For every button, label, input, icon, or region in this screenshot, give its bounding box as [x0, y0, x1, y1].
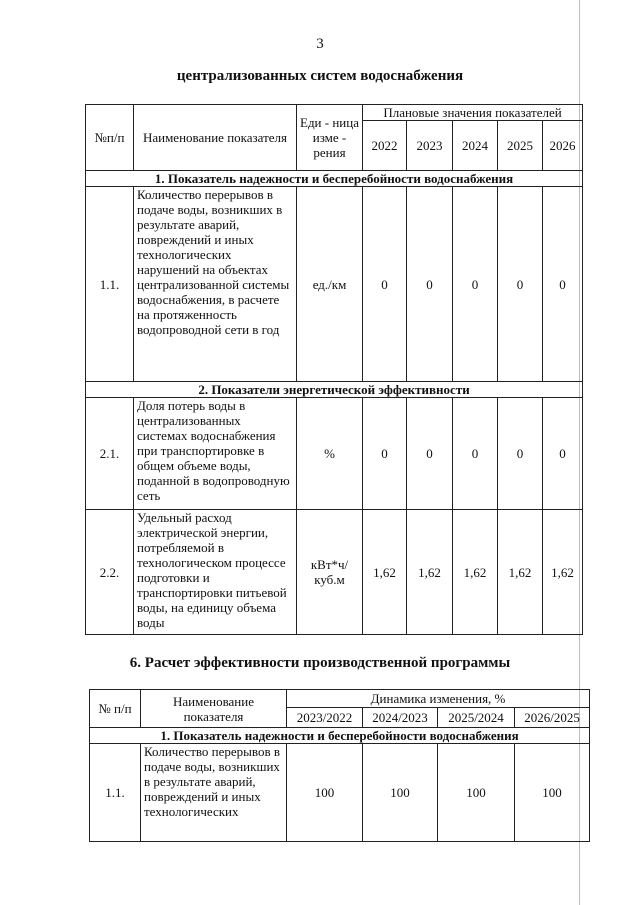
- header-year: 2022: [363, 121, 407, 171]
- row-value: 0: [498, 187, 543, 382]
- row-value: 0: [363, 187, 407, 382]
- header-period: 2023/2022: [287, 708, 363, 728]
- row-value: 1,62: [453, 510, 498, 635]
- row-value: 0: [407, 187, 453, 382]
- header-period: 2026/2025: [515, 708, 590, 728]
- section-row: 1. Показатель надежности и бесперебойности водоснабжения: [86, 171, 583, 187]
- row-value: 100: [438, 744, 515, 842]
- row-value: 1,62: [407, 510, 453, 635]
- header-year: 2026: [543, 121, 583, 171]
- row-unit: ед./км: [297, 187, 363, 382]
- row-value: 1,62: [363, 510, 407, 635]
- row-value: 100: [515, 744, 590, 842]
- header-num: № п/п: [90, 690, 141, 728]
- section-heading: 6. Расчет эффективности производственной программы: [129, 655, 511, 671]
- row-num: 1.1.: [86, 187, 134, 382]
- row-value: 0: [543, 187, 583, 382]
- row-name: Доля потерь воды в централизованных системах водоснабжения при транспортировке в общем объеме воды, поданной в водопроводную сеть: [134, 398, 297, 510]
- header-num: №п/п: [86, 105, 134, 171]
- row-num: 2.2.: [86, 510, 134, 635]
- header-period: 2025/2024: [438, 708, 515, 728]
- row-value: 1,62: [498, 510, 543, 635]
- header-year: 2024: [453, 121, 498, 171]
- row-num: 1.1.: [90, 744, 141, 842]
- row-value: 0: [543, 398, 583, 510]
- row-unit: %: [297, 398, 363, 510]
- efficiency-table: [89, 689, 590, 842]
- page-number: 3: [316, 36, 324, 52]
- header-name: Наименование показателя: [141, 690, 287, 728]
- indicators-table: [85, 104, 583, 635]
- header-name: Наименование показателя: [134, 105, 297, 171]
- header-year: 2025: [498, 121, 543, 171]
- row-value: 1,62: [543, 510, 583, 635]
- header-plan: Плановые значения показателей: [363, 105, 583, 121]
- header-period: 2024/2023: [363, 708, 438, 728]
- row-value: 0: [453, 187, 498, 382]
- section-row: 1. Показатель надежности и бесперебойности водоснабжения: [90, 728, 590, 744]
- section-row: 2. Показатели энергетической эффективности: [86, 382, 583, 398]
- row-value: 100: [287, 744, 363, 842]
- row-value: 0: [498, 398, 543, 510]
- row-name: Количество перерывов в подаче воды, возникших в результате аварий, повреждений и иных технологических: [141, 744, 287, 842]
- row-value: 0: [363, 398, 407, 510]
- header-year: 2023: [407, 121, 453, 171]
- row-name: Количество перерывов в подаче воды, возникших в результате аварий, повреждений и иных технологических нарушений на объектах централизованной системы водоснабжения, в расчете на протяженность водопроводной сети в год: [134, 187, 297, 382]
- row-value: 0: [453, 398, 498, 510]
- row-value: 0: [407, 398, 453, 510]
- header-unit: Еди - ница изме - рения: [297, 105, 363, 171]
- header-dynamics: Динамика изменения, %: [287, 690, 590, 708]
- row-name: Удельный расход электрической энергии, потребляемой в технологическом процессе подготовки и транспортировки питьевой воды, на единицу объема воды: [134, 510, 297, 635]
- row-unit: кВт*ч/ куб.м: [297, 510, 363, 635]
- row-value: 100: [363, 744, 438, 842]
- section-heading: централизованных систем водоснабжения: [176, 68, 464, 84]
- row-num: 2.1.: [86, 398, 134, 510]
